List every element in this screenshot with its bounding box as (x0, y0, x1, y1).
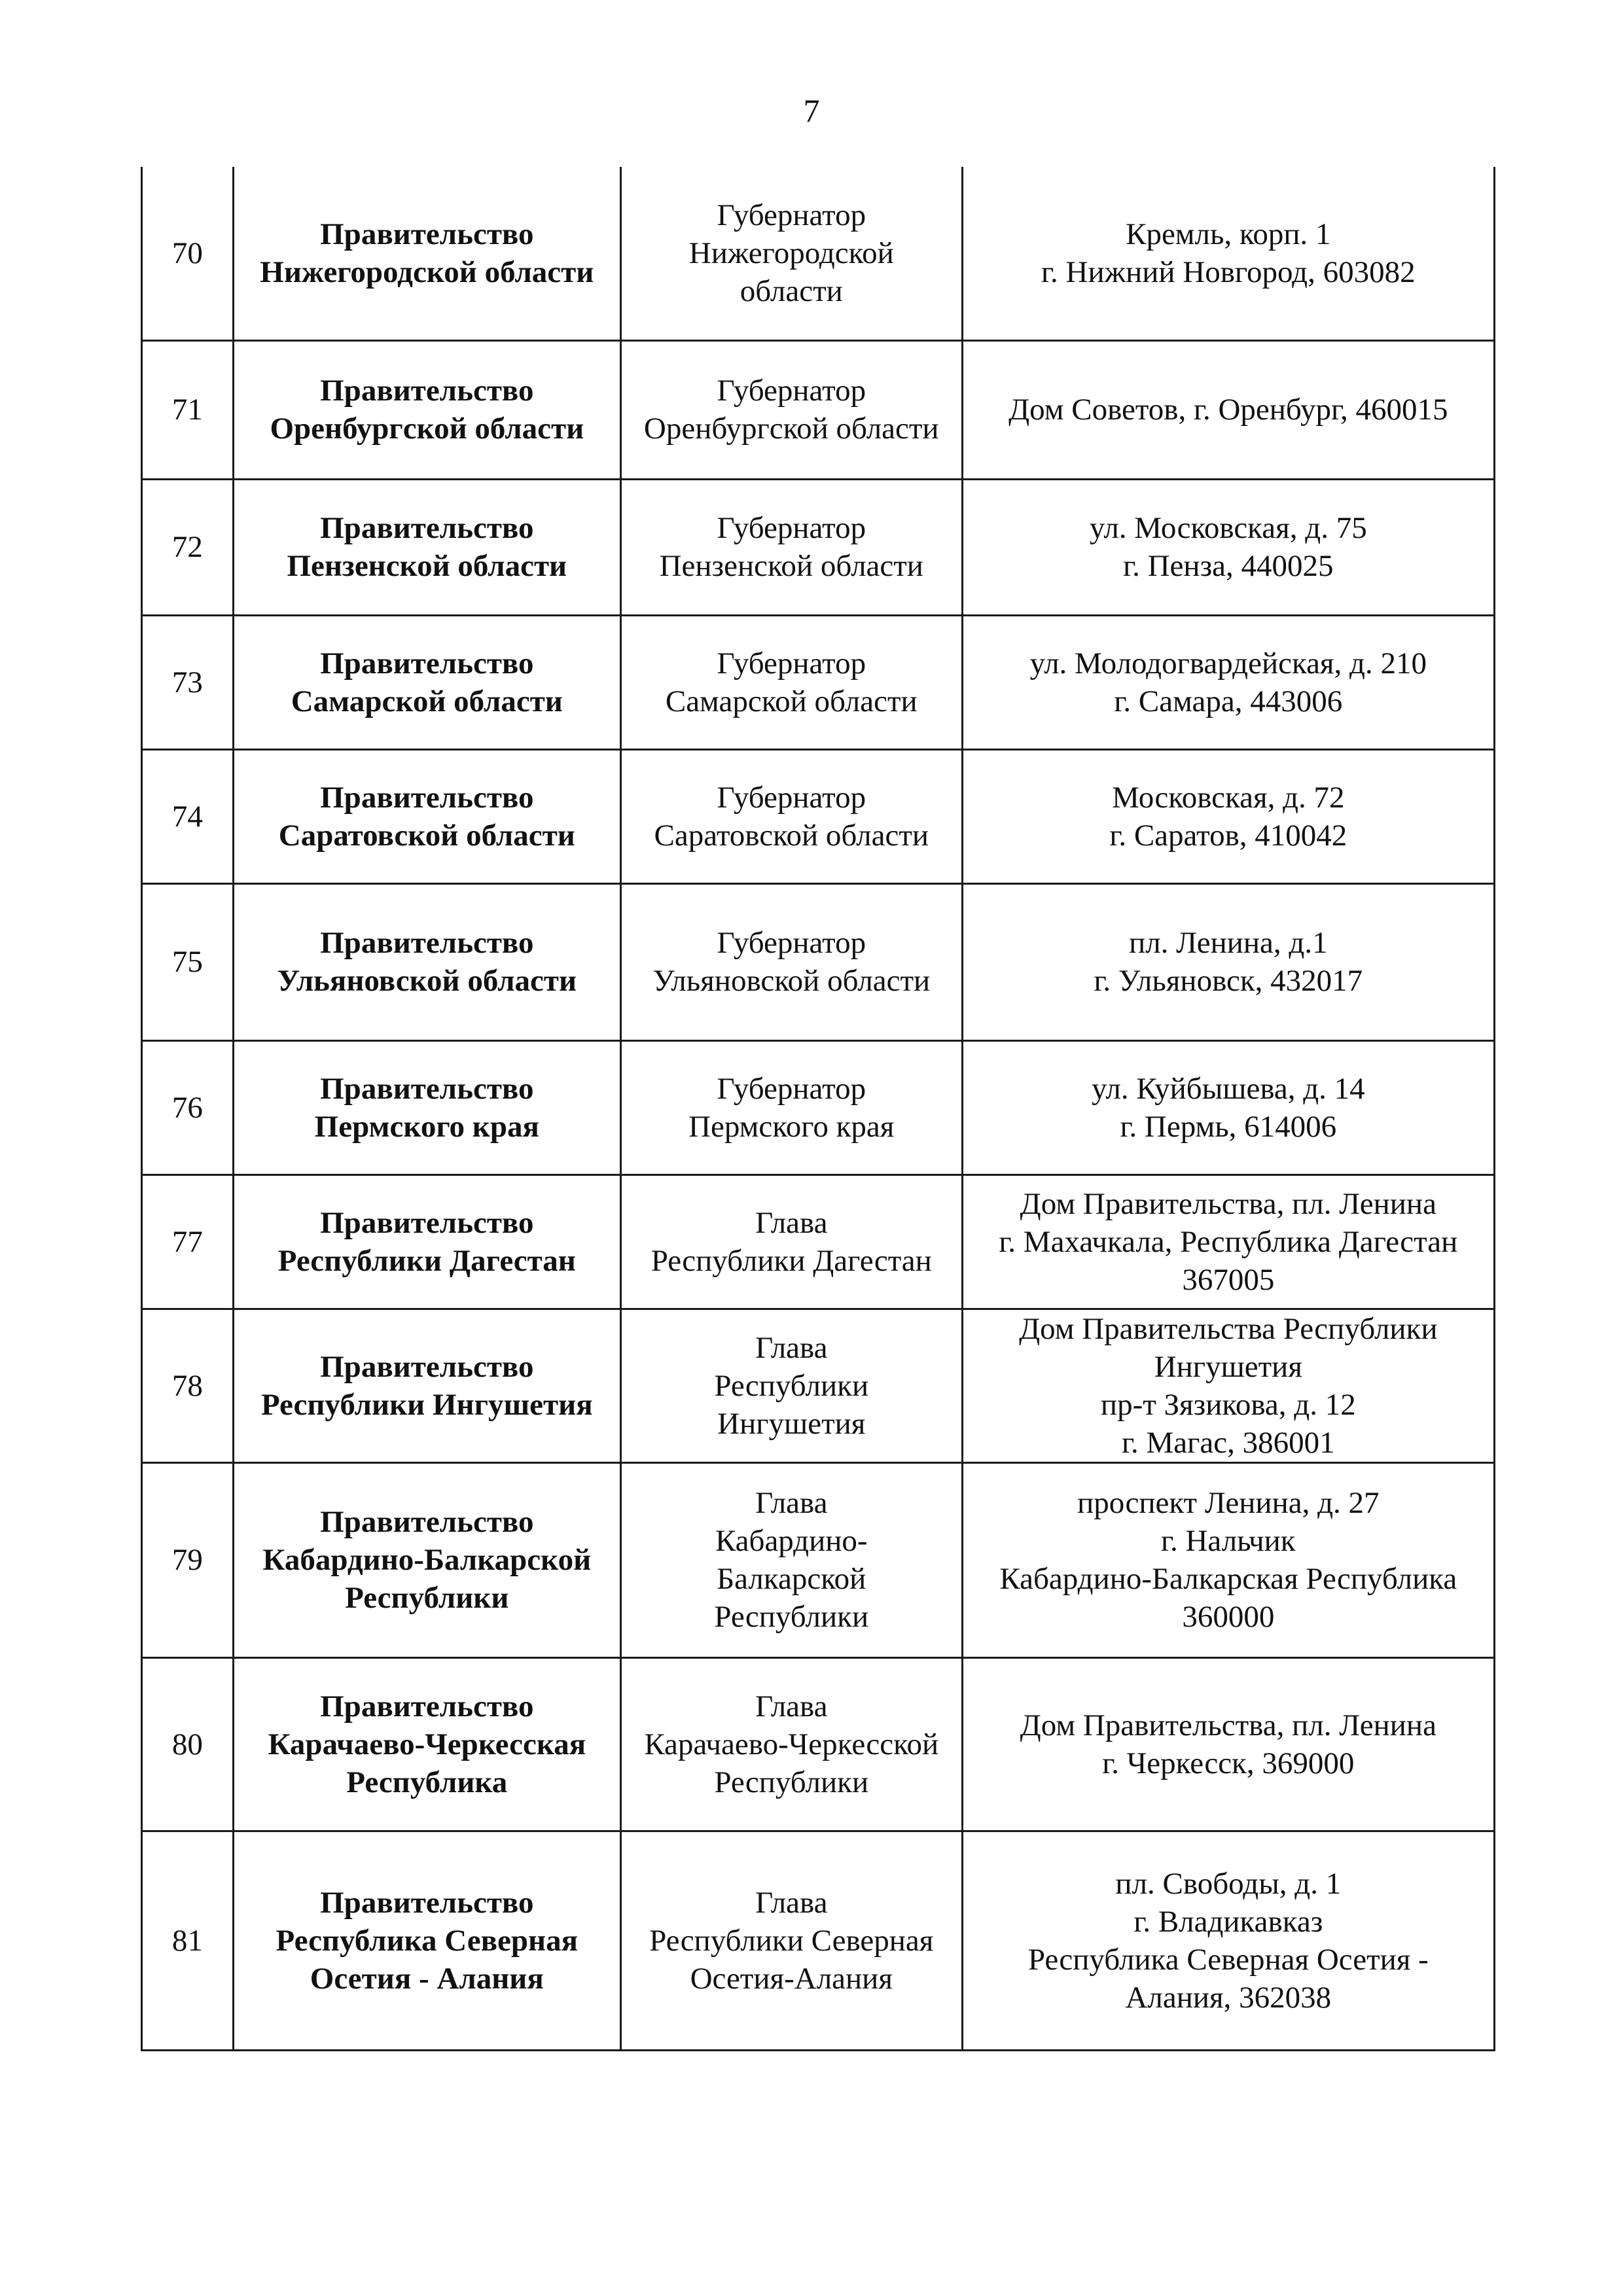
row-number: 70 (142, 167, 234, 340)
organization-name: Правительство Республика Северная Осетия - Алания (233, 1831, 620, 2050)
head-title: Губернатор Самарской области (620, 615, 962, 749)
head-title: Глава Республики Ингушетия (620, 1309, 962, 1462)
row-number: 73 (142, 615, 234, 749)
address: ул. Московская, д. 75 г. Пенза, 440025 (962, 479, 1494, 615)
row-number: 79 (142, 1462, 234, 1657)
address: проспект Ленина, д. 27 г. Нальчик Кабардино-Балкарская Республика 360000 (962, 1462, 1494, 1657)
row-number: 75 (142, 883, 234, 1040)
row-number: 81 (142, 1831, 234, 2050)
organization-name: Правительство Республики Дагестан (233, 1174, 620, 1309)
table-row (142, 340, 1495, 479)
head-title: Губернатор Саратовской области (620, 749, 962, 883)
organization-name: Правительство Саратовской области (233, 749, 620, 883)
address: Дом Правительства Республики Ингушетия пр-т Зязикова, д. 12 г. Магас, 386001 (962, 1309, 1494, 1462)
head-title: Губернатор Ульяновской области (620, 883, 962, 1040)
organization-name: Правительство Нижегородской области (233, 167, 620, 340)
head-title: Губернатор Оренбургской области (620, 340, 962, 479)
page-number: 7 (803, 92, 820, 129)
table-row (142, 479, 1495, 615)
address: Кремль, корп. 1 г. Нижний Новгород, 603082 (962, 167, 1494, 340)
row-number: 78 (142, 1309, 234, 1462)
table-row (142, 1657, 1495, 1831)
head-title: Глава Республики Дагестан (620, 1174, 962, 1309)
row-number: 76 (142, 1040, 234, 1174)
address: Дом Правительства, пл. Ленина г. Черкесск, 369000 (962, 1657, 1494, 1831)
organization-name: Правительство Пензенской области (233, 479, 620, 615)
organization-name: Правительство Карачаево-Черкесская Республика (233, 1657, 620, 1831)
head-title: Глава Кабардино- Балкарской Республики (620, 1462, 962, 1657)
table-row (142, 749, 1495, 883)
table-row (142, 167, 1495, 340)
head-title: Глава Республики Северная Осетия-Алания (620, 1831, 962, 2050)
table-row (142, 1462, 1495, 1657)
table-row (142, 883, 1495, 1040)
address: ул. Куйбышева, д. 14 г. Пермь, 614006 (962, 1040, 1494, 1174)
head-title: Губернатор Пермского края (620, 1040, 962, 1174)
address: ул. Молодогвардейская, д. 210 г. Самара, 443006 (962, 615, 1494, 749)
address: Московская, д. 72 г. Саратов, 410042 (962, 749, 1494, 883)
table-row (142, 1309, 1495, 1462)
row-number: 77 (142, 1174, 234, 1309)
organization-name: Правительство Кабардино-Балкарской Республики (233, 1462, 620, 1657)
table-row (142, 1174, 1495, 1309)
organization-name: Правительство Самарской области (233, 615, 620, 749)
address: пл. Ленина, д.1 г. Ульяновск, 432017 (962, 883, 1494, 1040)
address: Дом Советов, г. Оренбург, 460015 (962, 340, 1494, 479)
row-number: 74 (142, 749, 234, 883)
row-number: 71 (142, 340, 234, 479)
head-title: Губернатор Нижегородской области (620, 167, 962, 340)
head-title: Губернатор Пензенской области (620, 479, 962, 615)
organization-name: Правительство Оренбургской области (233, 340, 620, 479)
table-row (142, 1831, 1495, 2050)
row-number: 72 (142, 479, 234, 615)
table-row (142, 1040, 1495, 1174)
government-registry-table (141, 167, 1495, 2051)
address: Дом Правительства, пл. Ленина г. Махачкала, Республика Дагестан 367005 (962, 1174, 1494, 1309)
address: пл. Свободы, д. 1 г. Владикавказ Республика Северная Осетия - Алания, 362038 (962, 1831, 1494, 2050)
organization-name: Правительство Ульяновской области (233, 883, 620, 1040)
organization-name: Правительство Пермского края (233, 1040, 620, 1174)
head-title: Глава Карачаево-Черкесской Республики (620, 1657, 962, 1831)
organization-name: Правительство Республики Ингушетия (233, 1309, 620, 1462)
row-number: 80 (142, 1657, 234, 1831)
table-row (142, 615, 1495, 749)
